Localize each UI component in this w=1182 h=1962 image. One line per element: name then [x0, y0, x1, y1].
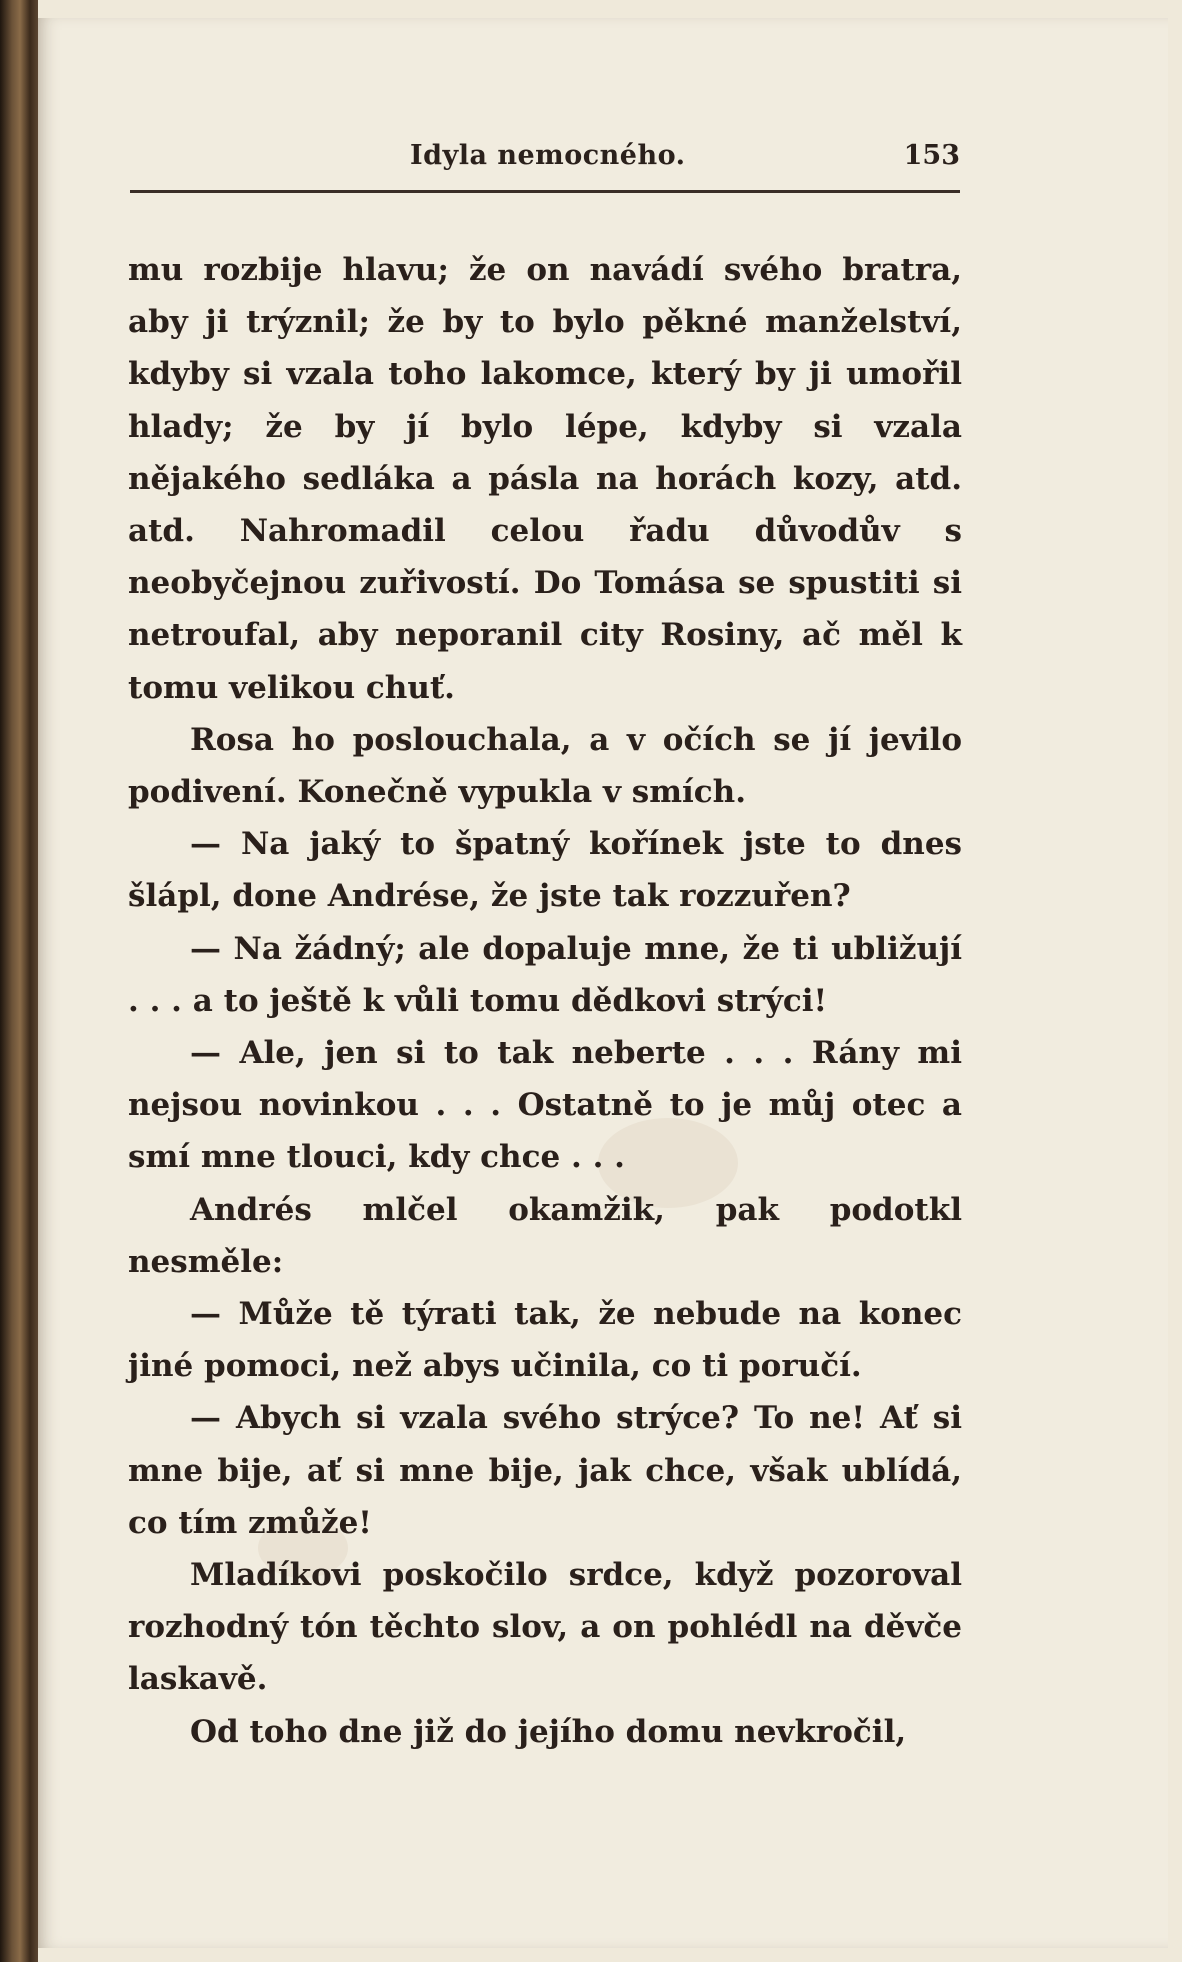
- paragraph: — Ale, jen si to tak neberte . . . Rány mi nejsou novinkou . . . Ostatně to je můj otec a smí mne tlouci, kdy chce . . .: [128, 1035, 962, 1176]
- paragraph: — Může tě týrati tak, že nebude na konec jiné pomoci, než abys učinila, co ti poručí.: [128, 1296, 962, 1385]
- paragraph: — Na žádný; ale dopaluje mne, že ti ubližují . . . a to ještě k vůli tomu dědkovi strýci!: [128, 930, 962, 1019]
- paragraph: — Na jaký to špatný kořínek jste to dnes šlápl, done Andrése, že jste tak rozzuřen?: [128, 826, 962, 915]
- paragraph: Rosa ho poslouchala, a v očích se jí jevilo podivení. Konečně vypukla v smích.: [128, 721, 962, 811]
- paragraph: mu rozbije hlavu; že on navádí svého bratra, aby ji trýznil; že by to bylo pěkné manželství, kdyby si vzala toho lakomce, který by ji umořil hlady; že by jí bylo lépe, kdyby si vzala nějakého sedláka a pásla na horách kozy, atd. atd. Nahromadil celou řadu důvodův s neobyčejnou zuřivostí. Do Tomása se spustiti si netroufal, aby neporanil city Rosiny, ač měl k tomu velikou chuť.: [128, 252, 962, 706]
- header-rule: [130, 190, 960, 193]
- paragraph: Od toho dne již do jejího domu nevkročil,: [190, 1713, 907, 1750]
- paragraph: — Abych si vzala svého strýce? To ne! Ať si mne bije, ať si mne bije, jak chce, však ublídá, co tím zmůže!: [128, 1400, 962, 1541]
- paragraph: Andrés mlčel okamžik, pak podotkl nesměle:: [128, 1191, 962, 1280]
- page-number: 153: [903, 140, 960, 171]
- body-text: [128, 244, 962, 1758]
- running-title: Idyla nemocného.: [410, 140, 686, 171]
- running-head: [130, 140, 960, 180]
- book-spine: [0, 0, 38, 1962]
- paragraph: Mladíkovi poskočilo srdce, když pozoroval rozhodný tón těchto slov, a on pohlédl na děvče laskavě.: [128, 1557, 962, 1698]
